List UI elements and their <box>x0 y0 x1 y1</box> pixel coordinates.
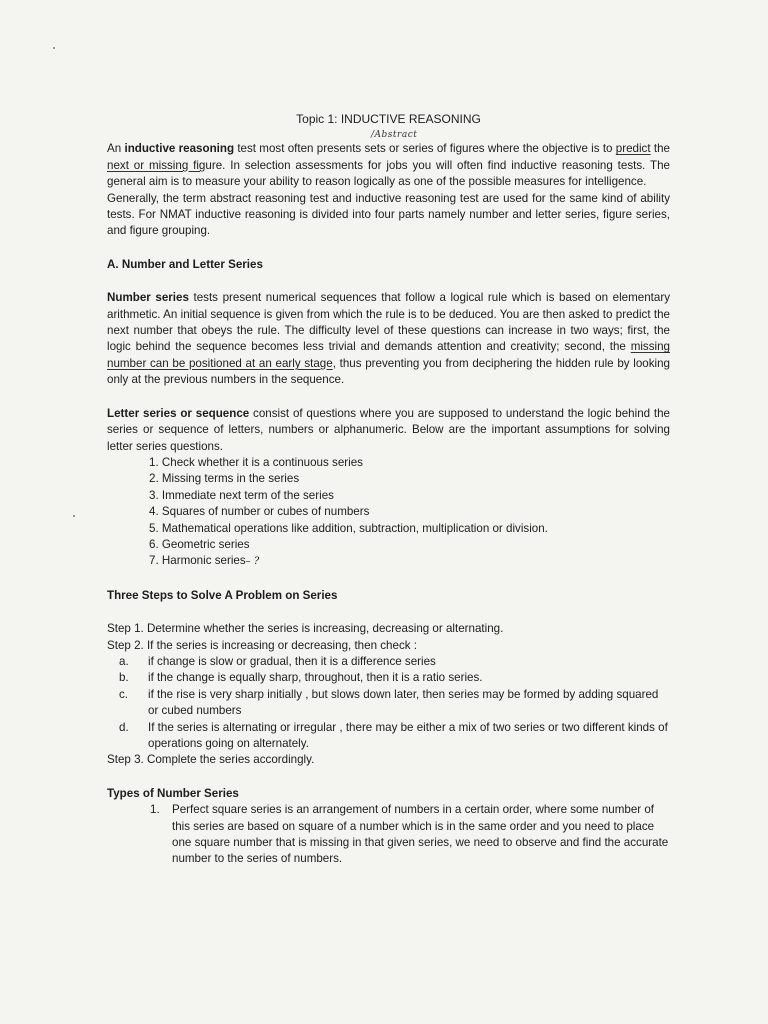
intro-text-3: the <box>650 142 670 156</box>
list-item: 6. Geometric series <box>149 537 250 551</box>
letter-series-bold: Letter series or sequence <box>107 406 250 420</box>
handwritten-question-mark: – ? <box>245 556 260 568</box>
types-heading: Types of Number Series <box>107 786 239 800</box>
list-item <box>107 687 670 720</box>
letter-series-assumptions <box>107 455 670 571</box>
number-series-text-2: , thus preventing you from deciphering the hidden rule by looking only at the previous numbers in the sequence. <box>107 356 671 387</box>
number-series-paragraph <box>107 290 670 388</box>
intro-text-2: test most often presents sets or series of figures where the objective is to <box>234 142 616 156</box>
list-item: 2. Missing terms in the series <box>149 472 300 486</box>
list-marker: b. <box>119 671 129 685</box>
intro-text-4: ure. In selection assessments for jobs you will often find inductive reasoning tests. The general aim is to measure your ability to reason logically as one of the possible measures for intelligence. <box>107 158 671 189</box>
list-item-text: Perfect square series is an arrangement of numbers in a certain order, where some number of this series are based on square of a number which is in the same order and you need to place one square number that is missing in that given series, we need to observe and find the accurate number to the series of numbers. <box>172 803 669 866</box>
list-item <box>107 654 670 670</box>
step-2-substeps <box>107 654 670 752</box>
handwritten-note: /Abstract <box>371 130 418 140</box>
intro-bold-term: inductive reasoning <box>124 142 235 156</box>
intro-predict: predict <box>615 142 651 156</box>
list-item-text: If the series is alternating or irregular , there may be either a mix of two series or two different kinds of operations going on alternately. <box>148 720 668 750</box>
intro-paragraph-1 <box>107 141 670 190</box>
scan-speck <box>73 515 75 517</box>
list-item: 1. Check whether it is a continuous series <box>149 455 363 469</box>
document-page <box>107 111 670 868</box>
three-steps-heading: Three Steps to Solve A Problem on Series <box>107 588 338 602</box>
list-marker: c. <box>119 687 129 701</box>
intro-text-1: An <box>107 142 125 156</box>
list-item-text: if change is slow or gradual, then it is a difference series <box>148 654 436 668</box>
list-item <box>107 802 670 868</box>
intro-paragraph-2: Generally, the term abstract reasoning test and inductive reasoning test are used for the same kind of ability tests. For NMAT inductive reasoning is divided into four parts namely number and letter series, figure series, and figure grouping. <box>107 191 670 238</box>
list-item: 4. Squares of number or cubes of numbers <box>149 505 370 519</box>
list-marker: 1. <box>150 803 160 817</box>
scan-speck <box>53 47 55 49</box>
list-item-text: if the change is equally sharp, throughout, then it is a ratio series. <box>148 671 483 685</box>
list-item <box>107 720 670 753</box>
list-item: 5. Mathematical operations like addition, subtraction, multiplication or division. <box>149 521 548 535</box>
list-item-text: if the rise is very sharp initially , but slows down later, then series may be formed by adding squared or cubed numbers <box>148 687 659 718</box>
number-series-bold: Number series <box>107 291 189 305</box>
types-list <box>107 802 670 868</box>
step-3: Step 3. Complete the series accordingly. <box>107 753 315 767</box>
number-series-underlined: missing number can be positioned at an early stage <box>107 340 670 370</box>
list-item <box>149 553 670 570</box>
letter-series-paragraph <box>107 406 670 455</box>
list-marker: d. <box>119 720 129 734</box>
section-a-heading: A. Number and Letter Series <box>107 257 263 271</box>
list-marker: a. <box>119 654 129 668</box>
letter-series-text: consist of questions where you are supposed to understand the logic behind the series or sequence of letters, numbers or alphanumeric. Below are the important assumptions for solving letter series questions. <box>107 406 671 453</box>
harmonic-series-text: 7. Harmonic series <box>149 554 246 568</box>
intro-underlined-phrase: next or missing fig <box>107 158 206 172</box>
step-2: Step 2. If the series is increasing or decreasing, then check : <box>107 638 417 652</box>
page-title: Topic 1: INDUCTIVE REASONING <box>296 112 481 126</box>
number-series-text-1: tests present numerical sequences that follow a logical rule which is based on elementary arithmetic. An initial sequence is given from which the rule is to be deduced. You are then asked to predict the next number that obeys the rule. The difficulty level of these questions can increase in two ways; first, the logic behind the sequence becomes less trivial and demands attention and creativity; second, the <box>107 291 670 354</box>
step-1: Step 1. Determine whether the series is increasing, decreasing or alternating. <box>107 622 504 636</box>
list-item <box>107 670 670 686</box>
list-item: 3. Immediate next term of the series <box>149 488 334 502</box>
